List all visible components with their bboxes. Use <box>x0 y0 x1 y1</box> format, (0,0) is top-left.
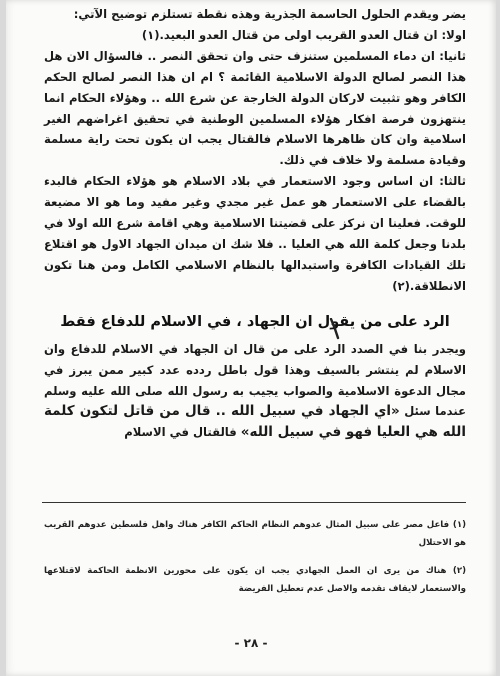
footnote-1: (١) فاعل مصر على سبيل المثال عدوهم النظام الحاكم الكافر هناك واهل فلسطين عدوهم القريب هو الاحتلال <box>44 520 466 548</box>
third-point: ثالثا: ان اساس وجود الاستعمار في بلاد الاسلام هو هؤلاء الحكام فالبدء بالقضاء على الاستعمار هو عمل غير مجدي وغير مفيد وما هو الا مضيعة للوقت. فعلينا ان نركز على قضيتنا الاسلامية وهي اقامة شرع الله اولا في بلدنا وجعل كلمة الله هي العليا .. فلا شك ان ميدان الجهاد الاول هو اقتلاع تلك القيادات الكافرة واستبدالها بالنظام الاسلامي الكامل ومن هنا تكون الانطلاقة.(٢) <box>44 174 466 293</box>
footnote-divider <box>42 502 466 503</box>
footnote-2: (٢) هناك من يرى ان العمل الجهادي يجب ان يكون على محورين الانظمة الحاكمة لاقتلاعها والاستعمار لايقاف تقدمه والاصل عدم تعطيل الفريضة <box>44 566 466 594</box>
response-tail: فالقتال في الاسلام <box>124 425 237 440</box>
hadith-quote: «اي الجهاد في سبيل الله .. قال من قاتل لتكون كلمة الله هي العليا فهو في سبيل الله» <box>44 403 466 441</box>
pen-mark-icon <box>328 318 342 340</box>
page-number: - ٢٨ - <box>234 636 268 650</box>
main-text <box>44 4 466 443</box>
response-paragraph <box>44 339 466 444</box>
first-point: اولا: ان قتال العدو القريب اولى من قتال العدو البعيد.(١) <box>141 27 466 42</box>
second-point: ثانيا: ان دماء المسلمين ستنزف حتى وان تحقق النصر .. فالسؤال الان هل هذا النصر لصالح الدولة الاسلامية القائمة ؟ ام ان هذا النصر لصالح الحكم الكافر وهو تثبيت لاركان الدولة الخارجة عن شرع الله .. وهؤلاء الحكام انما ينتهزون فرصة افكار هؤلاء المسلمين الوطنية في تحقيق اغراضهم الغير اسلامية وان كان ظاهرها الاسلام فالقتال يجب ان يكون تحت راية مسلمة وقيادة مسلمة ولا خلاف في ذلك. <box>44 48 466 168</box>
response-lead: ويجدر بنا في الصدد الرد على من قال ان الجهاد في الاسلام للدفاع وان الاسلام لم ينتشر بالسيف وهذا قول باطل ردده عدد كبير ممن يبرز في مجال الدعوة الاسلامية والصواب يجيب به رسول الله صلى الله عليه وسلم عندما سئل <box>44 341 466 419</box>
document-page <box>6 0 496 676</box>
intro-paragraph: يضر ويقدم الحلول الحاسمة الجذرية وهذه نقطة تستلزم توضيح الآتي: <box>73 7 466 21</box>
section-heading: الرد على من يقول ان الجهاد ، في الاسلام للدفاع فقط <box>60 313 450 330</box>
footnotes <box>44 516 466 598</box>
